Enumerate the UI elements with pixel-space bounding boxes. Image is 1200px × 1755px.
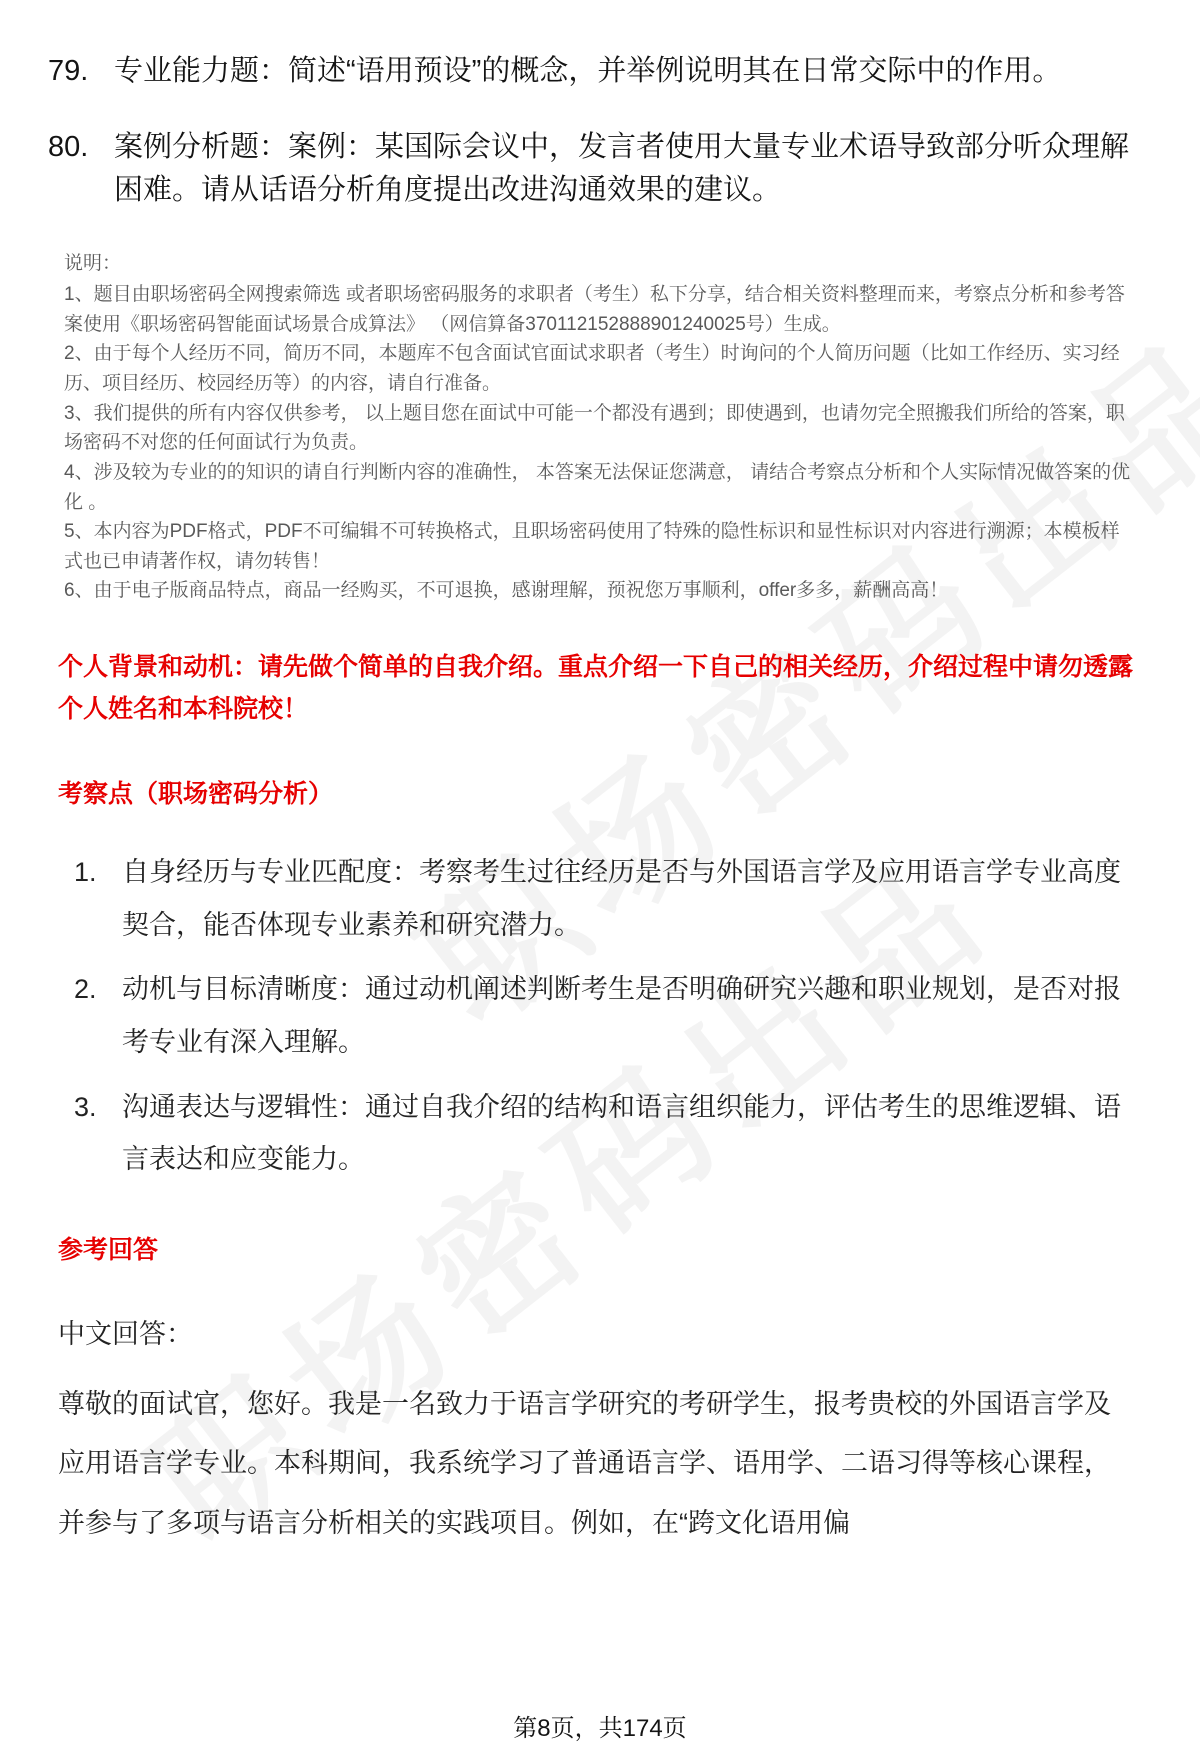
exam-points-list xyxy=(48,846,1142,1186)
note-item: 5、本内容为PDF格式，PDF不可编辑不可转换格式，且职场密码使用了特殊的隐性标识和显性标识对内容进行溯源；本模板样式也已申请著作权，请勿转售！ xyxy=(64,521,1120,572)
list-item-number: 2. xyxy=(74,974,97,1005)
list-item-number: 3. xyxy=(74,1091,97,1122)
list-item xyxy=(48,846,1142,951)
note-item: 1、题目由职场密码全网搜索筛选 或者职场密码服务的求职者（考生）私下分享，结合相关资料整理而来，考察点分析和参考答案使用《职场密码智能面试场景合成算法》 （网信算备370112152888901240025号）生成。 xyxy=(64,284,1125,335)
question-79 xyxy=(48,50,1142,94)
notes-title: 说明： xyxy=(64,252,122,274)
list-item xyxy=(48,1081,1142,1186)
list-item-number: 1. xyxy=(74,857,97,887)
chinese-answer-label: 中文回答： xyxy=(58,1318,193,1349)
list-item xyxy=(48,963,1142,1068)
note-item: 2、由于每个人经历不同，简历不同，本题库不包含面试官面试求职者（考生）时询问的个人简历问题（比如工作经历、实习经历、项目经历、校园经历等）的内容，请自行准备。 xyxy=(64,343,1120,394)
list-item-text: 沟通表达与逻辑性：通过自我介绍的结构和语言组织能力，评估考生的思维逻辑、语言表达和应变能力。 xyxy=(122,1091,1121,1175)
answer-paragraph: 尊敬的面试官，您好。我是一名致力于语言学研究的考研学生，报考贵校的外国语言学及应用语言学专业。本科期间，我系统学习了普通语言学、语用学、二语习得等核心课程，并参与了多项与语言分析相关的实践项目。例如，在“跨文化语用偏 xyxy=(58,1388,1111,1538)
question-number: 79. xyxy=(48,55,89,87)
list-item-text: 自身经历与专业匹配度：考察考生过往经历是否与外国语言学及应用语言学专业高度契合，能否体现专业素养和研究潜力。 xyxy=(122,857,1121,940)
notes-section xyxy=(64,249,1142,607)
question-number: 80. xyxy=(48,130,89,163)
note-item: 6、由于电子版商品特点，商品一经购买，不可退换，感谢理解，预祝您万事顺利，offer多多，薪酬高高！ xyxy=(64,580,949,602)
background-instruction: 个人背景和动机：请先做个简单的自我介绍。重点介绍一下自己的相关经历，介绍过程中请勿透露个人姓名和本科院校！ xyxy=(58,653,1134,723)
reference-answer-heading: 参考回答 xyxy=(58,1235,159,1264)
page-footer: 第8页，共174页 xyxy=(513,1715,687,1742)
note-item: 3、我们提供的所有内容仅供参考， 以上题目您在面试中可能一个都没有遇到；即使遇到，也请勿完全照搬我们所给的答案，职场密码不对您的任何面试行为负责。 xyxy=(64,402,1125,454)
exam-points-heading: 考察点（职场密码分析） xyxy=(58,780,334,808)
question-80 xyxy=(48,126,1142,213)
question-text: 专业能力题：简述“语用预设”的概念，并举例说明其在日常交际中的作用。 xyxy=(114,55,1062,87)
list-item-text: 动机与目标清晰度：通过动机阐述判断考生是否明确研究兴趣和职业规划，是否对报考专业有深入理解。 xyxy=(122,974,1121,1057)
question-text: 案例分析题：案例：某国际会议中，发言者使用大量专业术语导致部分听众理解困难。请从话语分析角度提出改进沟通效果的建议。 xyxy=(114,130,1130,206)
note-item: 4、涉及较为专业的的知识的请自行判断内容的准确性， 本答案无法保证您满意， 请结合考察点分析和个人实际情况做答案的优化 。 xyxy=(64,461,1131,513)
